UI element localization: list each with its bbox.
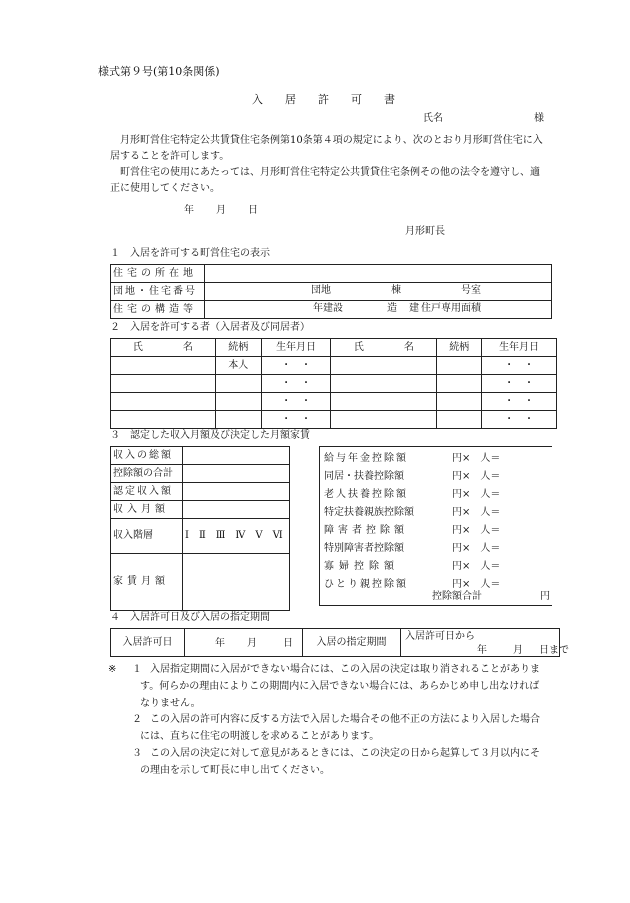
mayor-title: 月形町長	[405, 226, 445, 237]
date-month: 月	[216, 205, 226, 216]
table-row: 本人 ・ ・ ・ ・	[111, 357, 557, 375]
housing-number-label: 団地・住宅番号	[111, 283, 205, 301]
date-day: 日	[248, 205, 258, 216]
section-1-heading: １ 入居を許可する町営住宅の表示	[110, 248, 270, 259]
housing-table: 住宅の所在地 団地・住宅番号 団地 棟 号室 住宅の構造等 年建設 造 建 住戸専用面積	[110, 264, 552, 319]
note-2: この入居の許可内容に反する方法で入居した場合その他不正の方法により入居した場合	[150, 714, 540, 725]
section-4-heading: ４ 入居許可日及び入居の指定期間	[110, 612, 270, 623]
residents-table: 氏 名 続柄 生年月日 氏 名 続柄 生年月日 本人 ・ ・ ・ ・ ・ ・ ・ ・ ・ ・ ・ ・ ・ ・ ・ ・	[110, 338, 557, 429]
location-label: 住宅の所在地	[111, 265, 205, 283]
income-brackets: Ⅰ Ⅱ Ⅲ Ⅳ Ⅴ Ⅵ	[183, 519, 290, 554]
document-title: 入 居 許 可 書	[252, 93, 395, 106]
structure-label: 住宅の構造等	[111, 301, 205, 319]
income-table: 収入の総額 控除額の合計 認定収入額 収入月額 収入階層 Ⅰ Ⅱ Ⅲ Ⅳ Ⅴ Ⅵ 家賃月額	[110, 446, 290, 611]
paragraph-1: 月形町営住宅特定公共賃貸住宅条例第10条第４項の規定により、次のとおり月形町営住宅に入 居することを許可します。	[110, 135, 543, 162]
note-mark: ※	[108, 664, 117, 675]
table-row: ・ ・ ・ ・	[111, 411, 557, 429]
name-label: 氏名	[423, 113, 443, 124]
period-table: 入居許可日 年 月 日 入居の指定期間 入居許可日から 年 月 日まで	[110, 628, 560, 657]
date-year: 年	[184, 205, 194, 216]
deduction-total-label: 控除額合計	[432, 591, 482, 602]
table-row: ・ ・ ・ ・	[111, 393, 557, 411]
honorific: 様	[534, 113, 544, 124]
table-row: ・ ・ ・ ・	[111, 375, 557, 393]
section-3-heading: ３ 認定した収入月額及び決定した月額家賃	[110, 430, 310, 441]
form-number: 様式第９号(第10条関係)	[98, 65, 220, 78]
note-3: この入居の決定に対して意見があるときには、この決定の日から起算して３月以内にそ	[150, 748, 540, 759]
section-2-heading: ２ 入居を許可する者（入居者及び同居者）	[110, 322, 310, 333]
paragraph-2: 町営住宅の使用にあたっては、月形町営住宅特定公共賃貸住宅条例その他の法令を遵守し、適 正に使用してください。	[110, 167, 540, 194]
note-1: 入居指定期間に入居ができない場合には、この入居の決定は取り消されることがありま	[150, 664, 540, 675]
